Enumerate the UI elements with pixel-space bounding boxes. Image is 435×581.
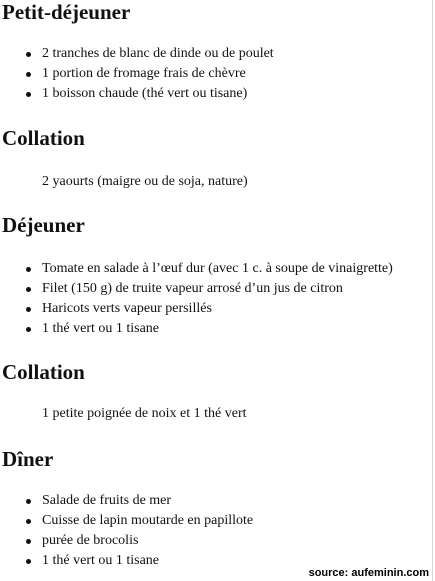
- section-title-collation-2: Collation: [2, 360, 85, 384]
- list-item: Haricots verts vapeur persillés: [42, 299, 393, 319]
- section-title-collation-1: Collation: [2, 126, 85, 150]
- list-dejeuner: [42, 259, 393, 339]
- section-title-dejeuner: Déjeuner: [2, 213, 85, 237]
- collation-1-text: 2 yaourts (maigre ou de soja, nature): [42, 174, 248, 189]
- list-item: Tomate en salade à l’œuf dur (avec 1 c. à soupe de vinaigrette): [42, 259, 393, 279]
- list-diner: [42, 491, 253, 571]
- list-item: purée de brocolis: [42, 531, 253, 551]
- list-item: Salade de fruits de mer: [42, 491, 253, 511]
- list-item: Filet (150 g) de truite vapeur arrosé d’un jus de citron: [42, 279, 393, 299]
- list-item: 1 thé vert ou 1 tisane: [42, 551, 253, 571]
- list-item: 1 portion de fromage frais de chèvre: [42, 64, 274, 84]
- list-item: 2 tranches de blanc de dinde ou de poulet: [42, 44, 274, 64]
- collation-2-text: 1 petite poignée de noix et 1 thé vert: [42, 406, 247, 421]
- section-title-petit-dejeuner: Petit-déjeuner: [2, 0, 131, 24]
- list-item: 1 boisson chaude (thé vert ou tisane): [42, 84, 274, 104]
- source-credit: source: aufeminin.com: [308, 567, 429, 579]
- list-item: Cuisse de lapin moutarde en papillote: [42, 511, 253, 531]
- list-item: 1 thé vert ou 1 tisane: [42, 319, 393, 339]
- list-petit-dejeuner: [42, 44, 274, 104]
- section-title-diner: Dîner: [2, 447, 54, 471]
